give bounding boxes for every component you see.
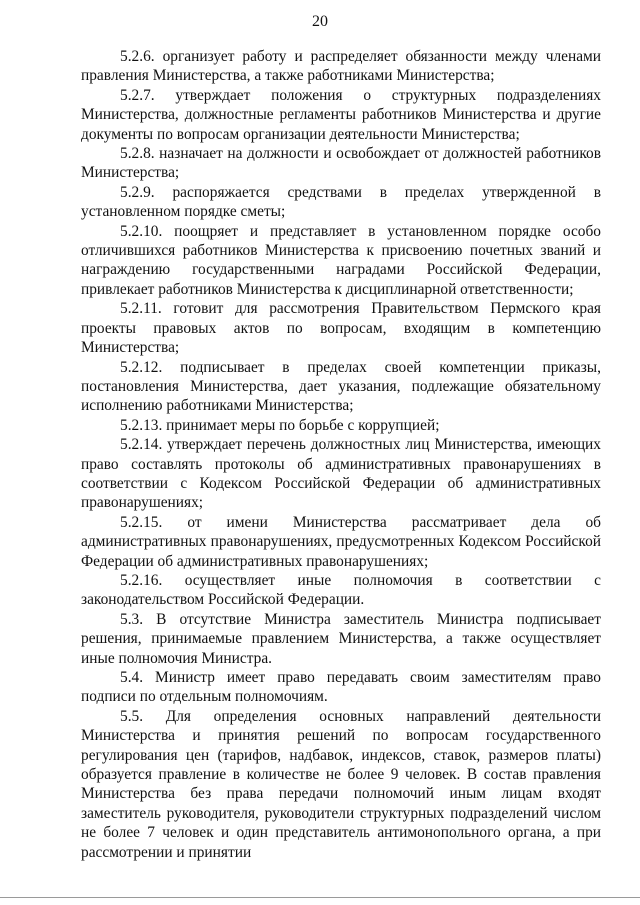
paragraph-5-3: 5.3. В отсутствие Министра заместитель Министра подписывает решения, принимаемые правлением Министерства, а также осуществляет иные полномочия Министра. [81,610,601,667]
paragraph-5-4: 5.4. Министр имеет право передавать своим заместителям право подписи по отдельным полномочиям. [81,669,601,706]
paragraph-5-2-6: 5.2.6. организует работу и распределяет обязанности между членами правления Министерства, а также работниками Министерства; [81,48,601,85]
paragraph-5-2-10: 5.2.10. поощряет и представляет в установленном порядке особо отличившихся работников Министерства к присвоению почетных званий и награждению государственными наградами Российской Федерации, привлекает работников Министерства к дисциплинарной ответственности; [81,222,601,298]
paragraph-5-2-16: 5.2.16. осуществляет иные полномочия в соответствии с законодательством Российской Федерации. [81,571,601,609]
paragraph-5-2-11: 5.2.11. готовит для рассмотрения Правительством Пермского края проекты правовых актов по вопросам, входящим в компетенцию Министерства; [81,300,601,357]
paragraph-5-2-12: 5.2.12. подписывает в пределах своей компетенции приказы, постановления Министерства, дает указания, подлежащие обязательному исполнению работниками Министерства; [81,358,601,415]
page-bottom-edge [0,897,640,898]
paragraph-5-2-8: 5.2.8. назначает на должности и освобождает от должностей работников Министерства; [81,145,601,182]
document-body [81,47,601,862]
paragraph-5-2-14: 5.2.14. утверждает перечень должностных лиц Министерства, имеющих право составлять протоколы об административных правонарушениях в соответствии с Кодексом Российской Федерации об административных правонарушениях; [81,436,601,512]
paragraph-5-2-7: 5.2.7. утверждает положения о структурных подразделениях Министерства, должностные регламенты работников Министерства и другие документы по вопросам организации деятельности Министерства; [81,86,601,143]
page-number: 20 [312,13,328,30]
paragraph-5-2-15: 5.2.15. от имени Министерства рассматривает дела об административных правонарушениях, предусмотренных Кодексом Российской Федерации об административных правонарушениях; [81,513,601,570]
paragraph-5-5: 5.5. Для определения основных направлений деятельности Министерства и принятия решений по вопросам государственного регулирования цен (тарифов, надбавок, индексов, ставок, размеров платы) образуется правление в количестве не более 9 человек. В состав правления Министерства без права передачи полномочий иным лицам входят заместитель руководителя, руководители структурных подразделений числом не более 7 человек и один представитель антимонопольного органа, а при рассмотрении и принятии [81,707,601,861]
paragraph-5-2-13: 5.2.13. принимает меры по борьбе с коррупцией; [120,416,440,434]
paragraph-5-2-9: 5.2.9. распоряжается средствами в пределах утвержденной в установленном порядке сметы; [81,183,601,221]
